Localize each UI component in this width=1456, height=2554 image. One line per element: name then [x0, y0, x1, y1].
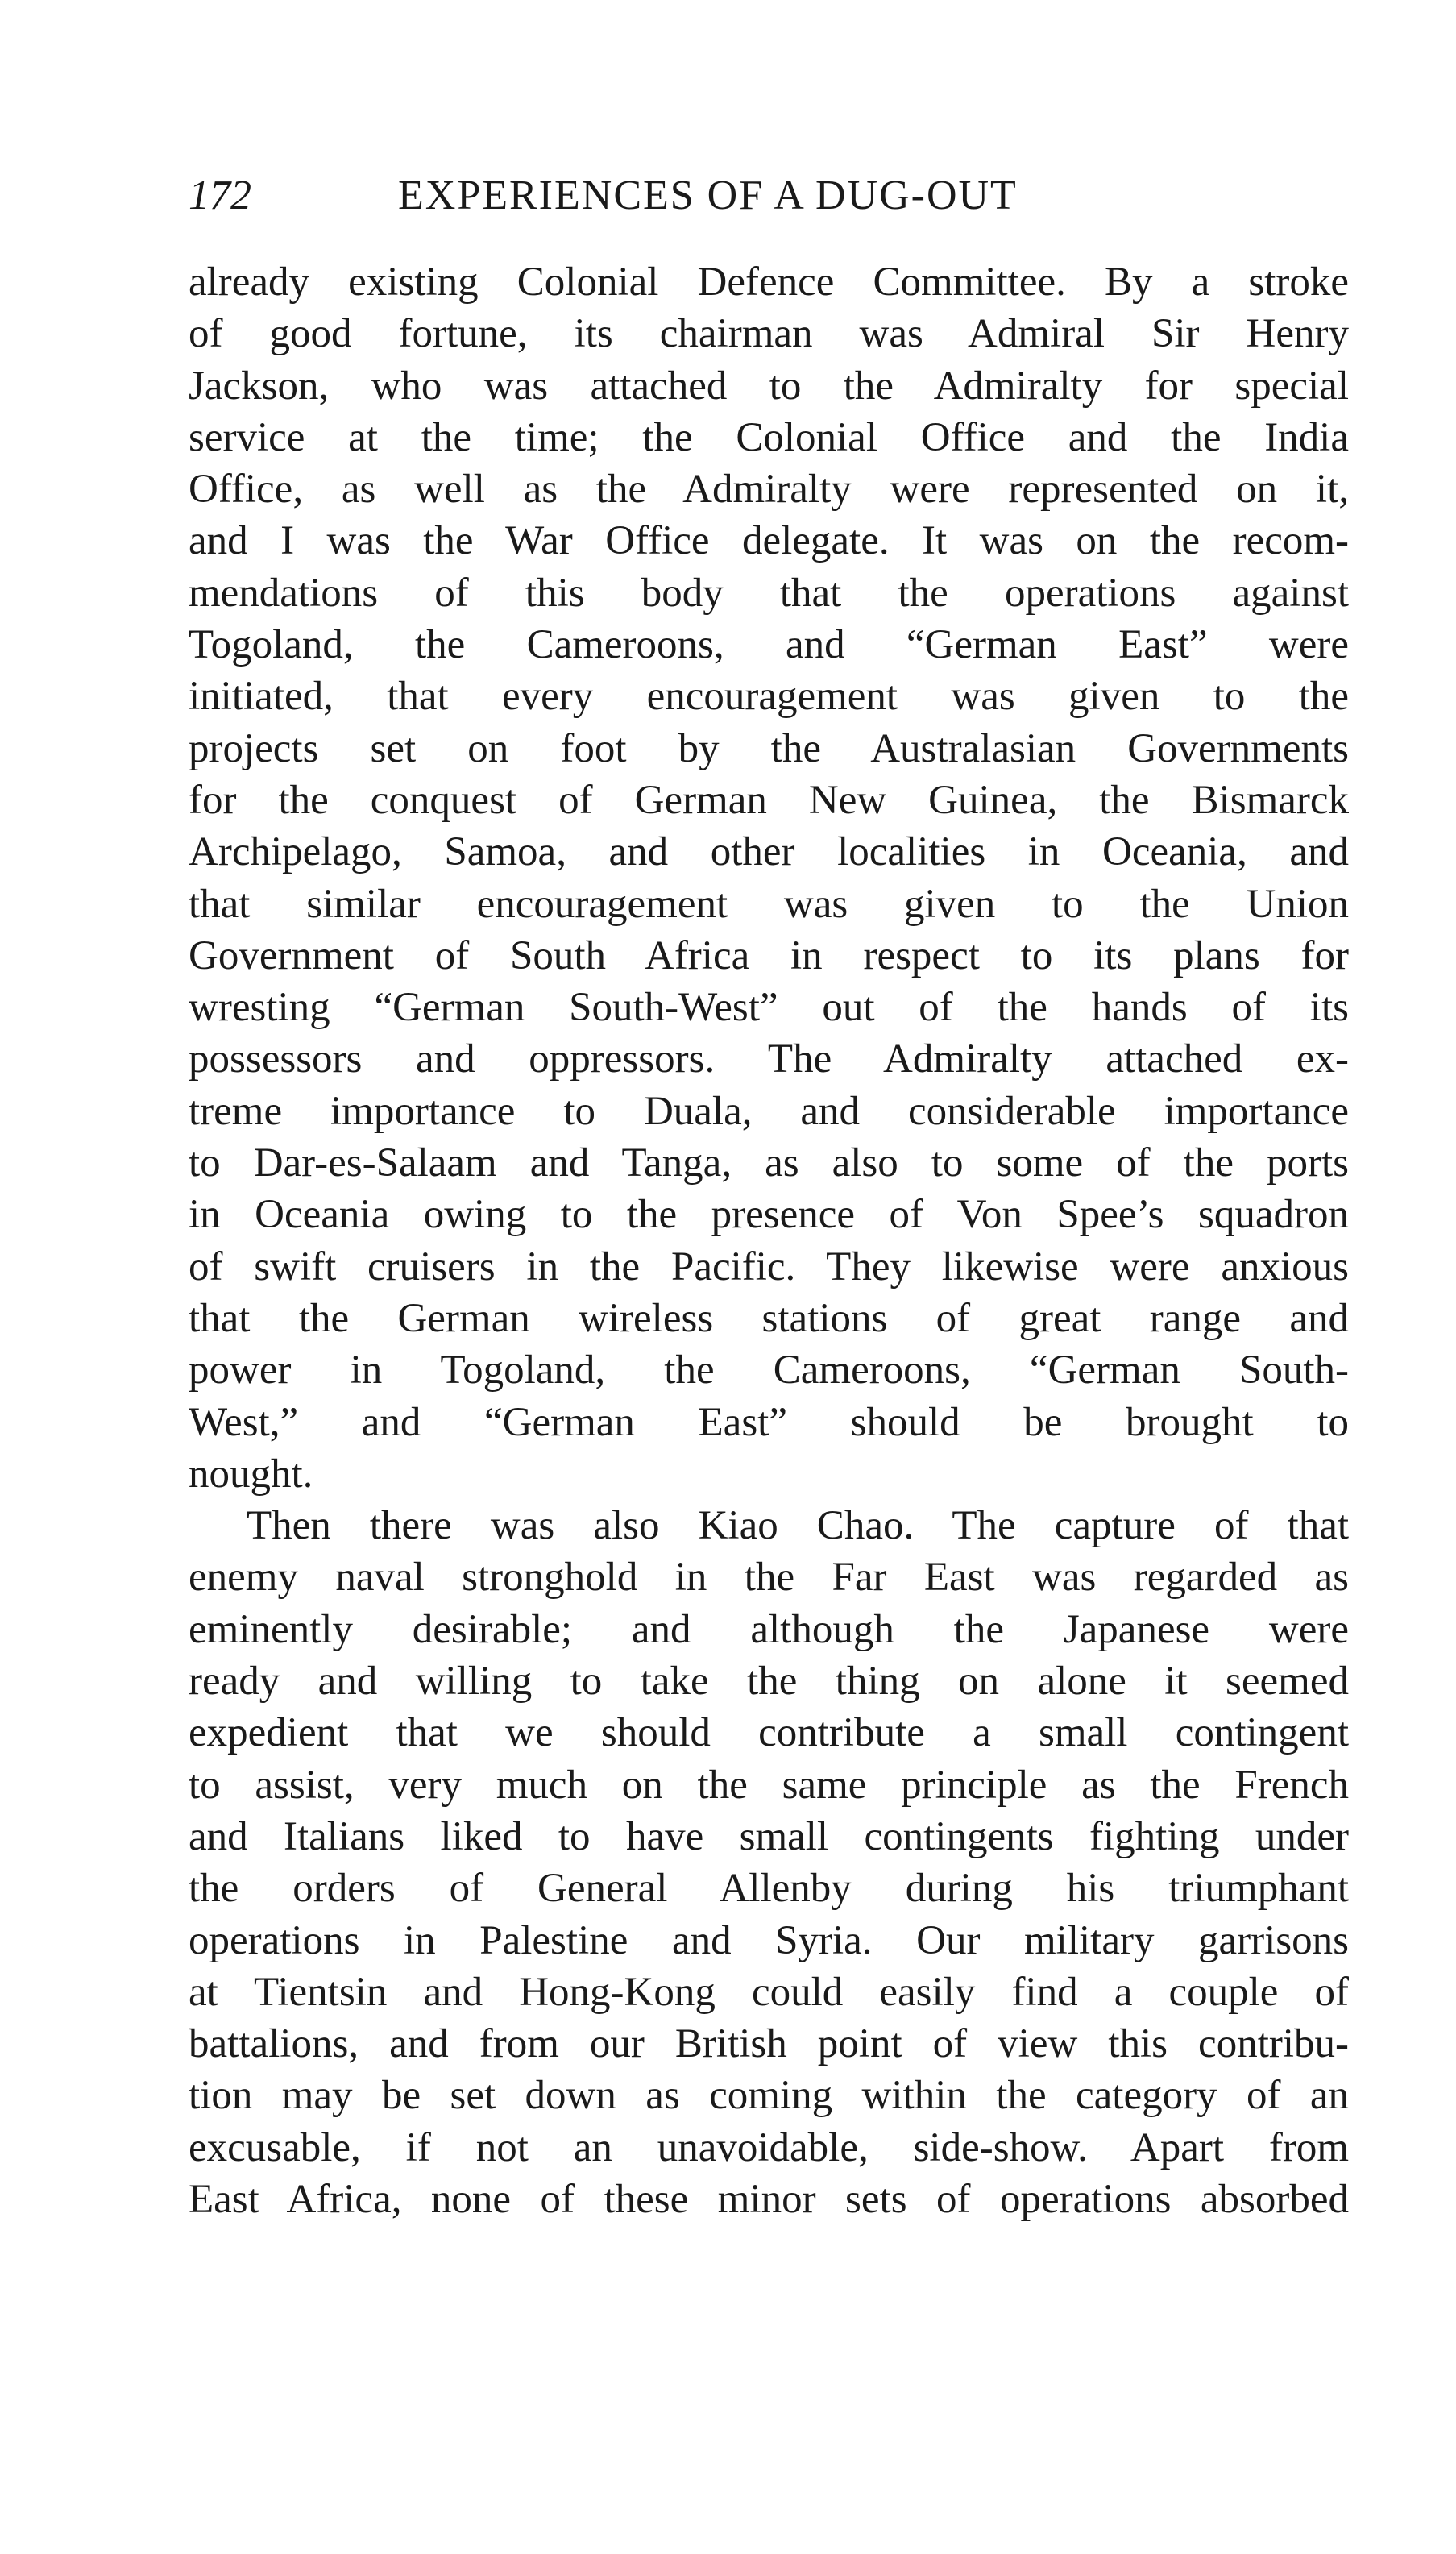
text-line: Archipelago, Samoa, and other localities in Oceania, and: [189, 829, 1349, 875]
text-line: treme importance to Duala, and considerable importance: [189, 1088, 1349, 1134]
text-line: Government of South Africa in respect to its plans for: [189, 932, 1349, 978]
text-line: initiated, that every encouragement was given to the: [189, 674, 1349, 720]
text-line: and I was the War Office delegate. It was on the recom-: [189, 518, 1349, 564]
text-line: to assist, very much on the same principle as the French: [189, 1762, 1349, 1808]
paragraph-2: [189, 1500, 1349, 2225]
text-line: power in Togoland, the Cameroons, “German South-: [189, 1348, 1349, 1393]
text-line: service at the time; the Colonial Office and the India: [189, 414, 1349, 460]
text-line: tion may be set down as coming within the category of an: [189, 2073, 1349, 2119]
text-line: Togoland, the Cameroons, and “German East” were: [189, 622, 1349, 668]
text-line: Then there was also Kiao Chao. The capture of that: [247, 1503, 1349, 1549]
text-line: expedient that we should contribute a small contingent: [189, 1710, 1349, 1756]
running-title: EXPERIENCES OF A DUG-OUT: [398, 172, 1018, 218]
text-line: ready and willing to take the thing on alone it seemed: [189, 1659, 1349, 1705]
text-line: eminently desirable; and although the Japanese were: [189, 1606, 1349, 1652]
text-line: wresting “German South-West” out of the hands of its: [189, 985, 1349, 1031]
text-line: already existing Colonial Defence Committee. By a stroke: [189, 260, 1349, 305]
body-text: [189, 256, 1349, 2225]
text-line: East Africa, none of these minor sets of operations absorbed: [189, 2176, 1349, 2222]
text-line: of good fortune, its chairman was Admiral Sir Henry: [189, 311, 1349, 357]
text-line: nought.: [189, 1451, 313, 1497]
text-line: mendations of this body that the operations against: [189, 570, 1349, 616]
text-line: possessors and oppressors. The Admiralty attached ex-: [189, 1036, 1349, 1082]
text-line: of swift cruisers in the Pacific. They likewise were anxious: [189, 1244, 1349, 1289]
text-line: excusable, if not an unavoidable, side-show. Apart from: [189, 2124, 1349, 2170]
text-line: that similar encouragement was given to the Union: [189, 881, 1349, 927]
text-line: the orders of General Allenby during his triumphant: [189, 1866, 1349, 1912]
text-line: battalions, and from our British point of view this contribu-: [189, 2021, 1349, 2067]
text-line: at Tientsin and Hong-Kong could easily find a couple of: [189, 1969, 1349, 2015]
text-line: and Italians liked to have small contingents fighting under: [189, 1813, 1349, 1859]
text-line: West,” and “German East” should be brought to: [189, 1399, 1349, 1445]
text-line: operations in Palestine and Syria. Our military garrisons: [189, 1917, 1349, 1963]
running-head: [189, 168, 1349, 224]
text-line: enemy naval stronghold in the Far East was regarded as: [189, 1555, 1349, 1601]
text-line: in Oceania owing to the presence of Von Spee’s squadron: [189, 1192, 1349, 1238]
text-line: Jackson, who was attached to the Admiralty for special: [189, 363, 1349, 409]
text-line: projects set on foot by the Australasian Governments: [189, 725, 1349, 771]
paragraph-1: [189, 256, 1349, 1500]
text-line: to Dar-es-Salaam and Tanga, as also to some of the ports: [189, 1140, 1349, 1186]
text-line: Office, as well as the Admiralty were represented on it,: [189, 467, 1349, 513]
text-line: that the German wireless stations of great range and: [189, 1295, 1349, 1341]
page-number: 172: [189, 172, 251, 218]
text-line: for the conquest of German New Guinea, the Bismarck: [189, 777, 1349, 823]
